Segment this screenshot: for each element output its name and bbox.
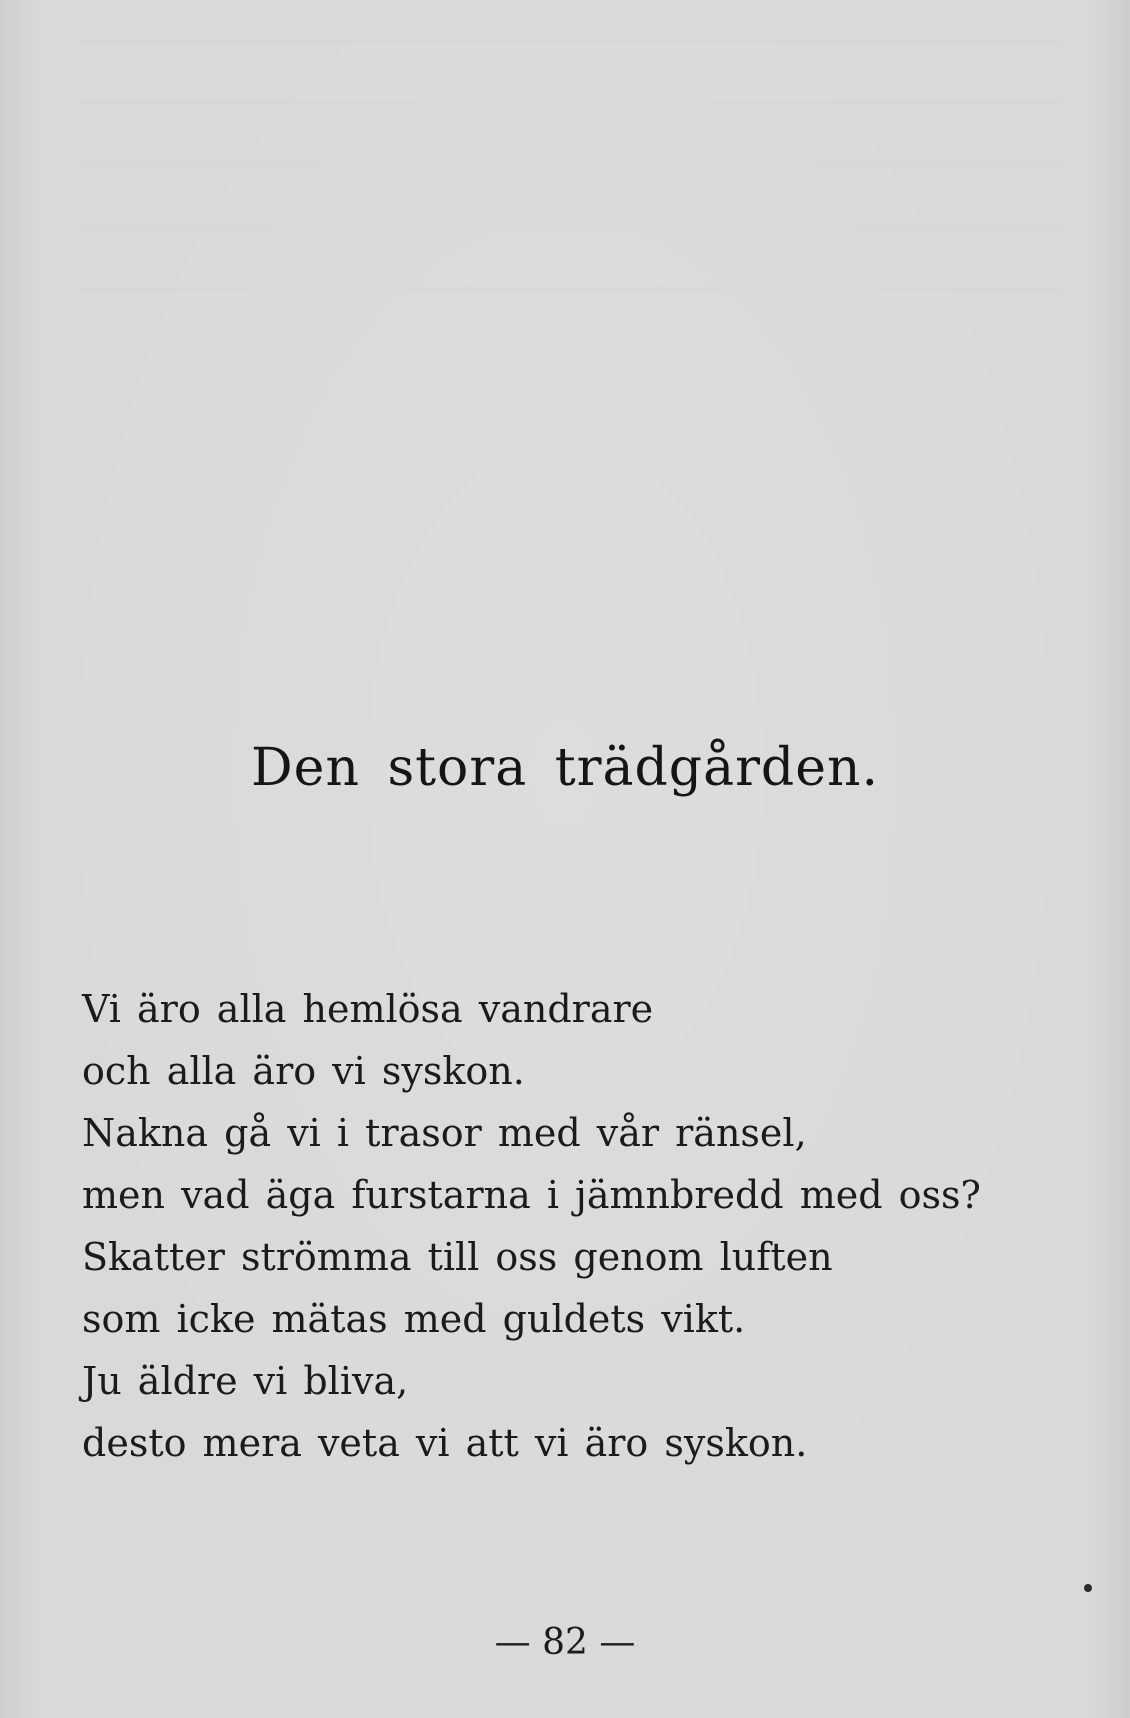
poem-line: Skatter strömma till oss genom luften: [82, 1235, 833, 1279]
poem-title: Den stora trädgården.: [250, 738, 880, 798]
poem-line: som icke mätas med guldets vikt.: [82, 1297, 746, 1341]
poem-line: Ju äldre vi bliva,: [82, 1359, 409, 1403]
poem-body: [82, 978, 1082, 1474]
poem-line: Nakna gå vi i trasor med vår ränsel,: [82, 1111, 807, 1155]
show-through-text: [80, 40, 1060, 400]
poem-line: men vad äga furstarna i jämnbredd med oss?: [82, 1173, 981, 1217]
poem-line: Vi äro alla hemlösa vandrare: [82, 987, 654, 1031]
poem-line: desto mera veta vi att vi äro syskon.: [82, 1421, 808, 1465]
poem-line: och alla äro vi syskon.: [82, 1049, 525, 1093]
page-number: — 82 —: [494, 1622, 636, 1663]
ink-speck: [1084, 1584, 1092, 1592]
